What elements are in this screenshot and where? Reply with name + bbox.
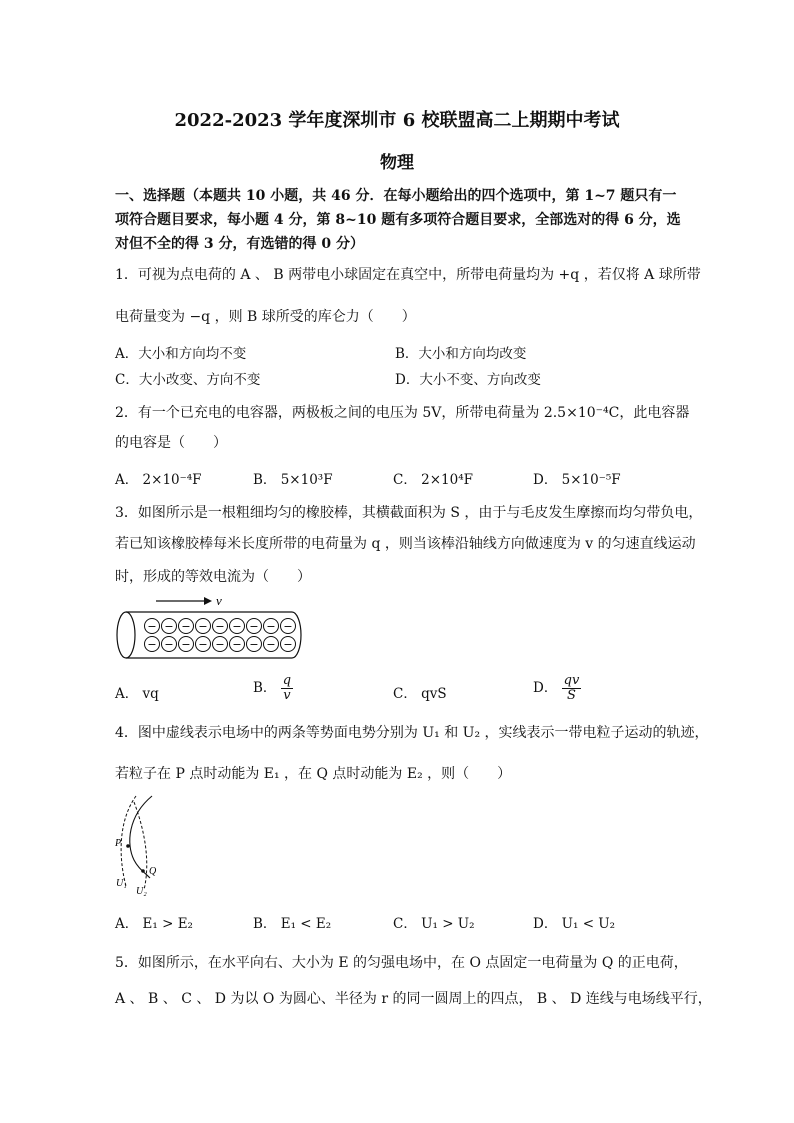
- q1-option-c: C．大小改变、方向不变: [115, 372, 261, 388]
- q2-option-c: C． 2×10⁴F: [393, 472, 473, 488]
- q1-option-d: D．大小不变、方向改变: [395, 372, 541, 388]
- equipotential-figure: [112, 794, 172, 900]
- exam-title: 2022-2023 学年度深圳市 6 校联盟高二上期期中考试: [174, 110, 620, 131]
- subject-title: 物理: [380, 153, 414, 173]
- q3-option-d: [533, 674, 581, 703]
- q3-option-c: C． qvS: [393, 686, 447, 702]
- q5-stem-line2: A 、 B 、 C 、 D 为以 O 为圆心、半径为 r 的同一圆周上的四点， B 、 D 连线与电场线平行，: [115, 991, 712, 1007]
- rubber-rod-figure: [112, 592, 308, 664]
- charge-sign: −: [147, 620, 157, 633]
- charge-sign: −: [232, 638, 242, 651]
- q3-option-b: [253, 674, 293, 703]
- q4-option-a: A． E₁ > E₂: [115, 916, 193, 932]
- label-p: P: [115, 838, 122, 849]
- negative-charges: [145, 619, 296, 652]
- q1-stem-line2: 电荷量变为 −q ，则 B 球所受的库仑力（ ）: [115, 309, 416, 325]
- velocity-arrowhead: [204, 597, 212, 605]
- section-instructions: 一、选择题（本题共 10 小题，共 46 分．在每小题给出的四个选项中，第 1~7 题只有一项符合题目要求，每小题 4 分，第 8~10 题有多项符合题目要求，全部选对的得 6 分，选对但不全的得 3 分，有选错的得 0 分）: [115, 188, 681, 252]
- q3-option-b-fraction: [281, 674, 293, 703]
- point-q-dot: [141, 869, 145, 873]
- charge-sign: −: [198, 638, 208, 651]
- q3-option-b-label: B．: [253, 680, 277, 696]
- q3-stem-line2: 若已知该橡胶棒每米长度所带的电荷量为 q ，则当该棒沿轴线方向做速度为 v 的匀速直线运动: [115, 536, 696, 552]
- charge-sign: −: [164, 620, 174, 633]
- q1-option-b: B．大小和方向均改变: [395, 346, 527, 362]
- q3-stem-line1: 3．如图所示是一根粗细均匀的橡胶棒，其横截面积为 S ，由于与毛皮发生摩擦而均匀带负电，: [115, 505, 703, 521]
- charge-sign: −: [147, 638, 157, 651]
- fraction-denominator: v: [283, 688, 291, 703]
- charge-sign: −: [266, 638, 276, 651]
- charge-sign: −: [266, 620, 276, 633]
- label-q: Q: [149, 866, 157, 877]
- q1-stem-line1: 1．可视为点电荷的 A 、 B 两带电小球固定在真空中，所带电荷量均为 +q ，若仅将 A 球所带: [115, 267, 701, 283]
- q5-stem-line1: 5．如图所示，在水平向右、大小为 E 的匀强电场中，在 O 点固定一电荷量为 Q 的正电荷，: [115, 955, 688, 971]
- q3-option-d-fraction: [562, 674, 582, 703]
- q2-option-d: D． 5×10⁻⁵F: [533, 472, 621, 488]
- q3-option-d-label: D．: [533, 680, 558, 696]
- point-p-dot: [126, 844, 130, 848]
- equipotential-u1: [121, 796, 136, 886]
- charge-sign: −: [215, 620, 225, 633]
- charge-sign: −: [181, 620, 191, 633]
- q4-option-d: D． U₁ < U₂: [533, 916, 616, 932]
- q4-option-c: C． U₁ > U₂: [393, 916, 475, 932]
- q2-stem-line1: 2．有一个已充电的电容器，两极板之间的电压为 5V，所带电荷量为 2.5×10⁻⁴C，此电容器: [115, 405, 690, 421]
- fraction-numerator: q: [282, 673, 292, 688]
- q1-option-a: A．大小和方向均不变: [115, 346, 247, 362]
- rod-cross-section: [117, 612, 135, 658]
- charge-sign: −: [249, 638, 259, 651]
- velocity-label: v: [216, 593, 222, 608]
- charge-sign: −: [215, 638, 225, 651]
- fraction-denominator: S: [567, 688, 576, 703]
- charge-sign: −: [283, 638, 293, 651]
- q2-stem-line2: 的电容是（ ）: [115, 435, 227, 451]
- charge-sign: −: [198, 620, 208, 633]
- label-u1: U₁: [116, 878, 127, 889]
- charge-sign: −: [164, 638, 174, 651]
- q3-option-a: A． vq: [115, 686, 159, 702]
- charge-sign: −: [249, 620, 259, 633]
- q2-option-b: B． 5×10³F: [253, 472, 333, 488]
- charge-sign: −: [283, 620, 293, 633]
- q4-option-b: B． E₁ < E₂: [253, 916, 332, 932]
- q4-stem-line1: 4．图中虚线表示电场中的两条等势面电势分别为 U₁ 和 U₂ ，实线表示一带电粒子运动的轨迹，: [115, 725, 709, 741]
- q4-stem-line2: 若粒子在 P 点时动能为 E₁ ，在 Q 点时动能为 E₂ ，则（ ）: [115, 766, 512, 782]
- fraction-numerator: qv: [563, 673, 580, 688]
- q2-option-a: A． 2×10⁻⁴F: [115, 472, 202, 488]
- charge-sign: −: [232, 620, 242, 633]
- q3-stem-line3: 时，形成的等效电流为（ ）: [115, 569, 311, 585]
- label-u2: U₂: [136, 886, 147, 897]
- charge-sign: −: [181, 638, 191, 651]
